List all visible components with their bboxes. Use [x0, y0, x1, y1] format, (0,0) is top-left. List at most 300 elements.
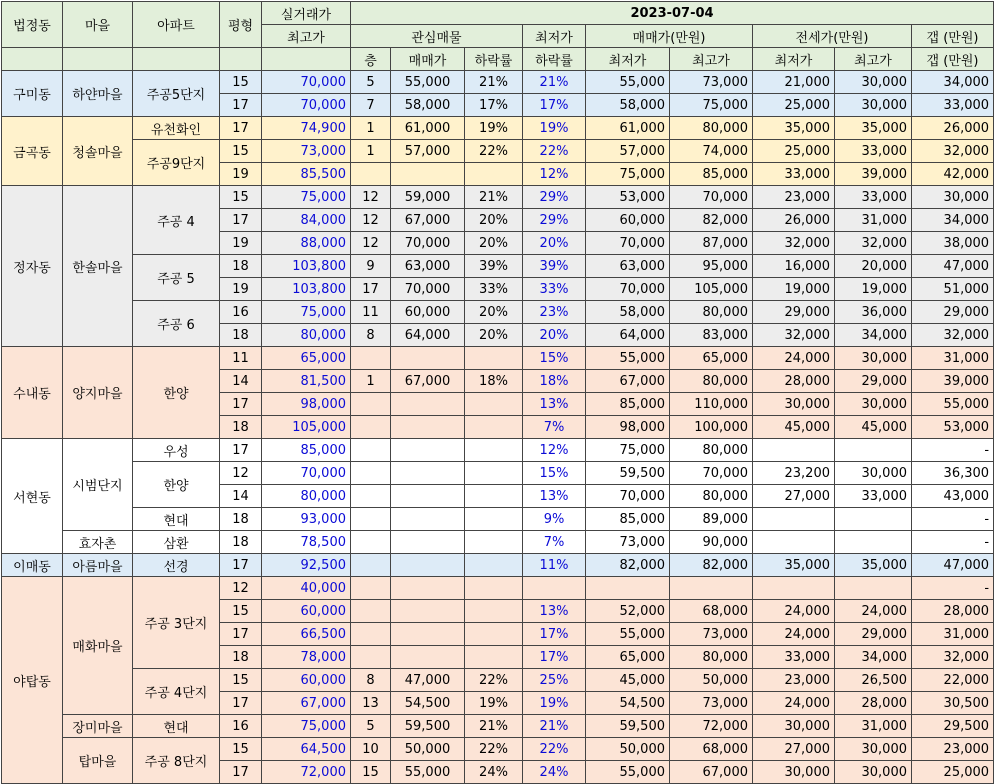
gap-cell: 33,000 — [912, 94, 994, 117]
size-cell: 14 — [220, 485, 262, 508]
drop-rate-cell: 19% — [465, 692, 523, 715]
min-drop-cell: 13% — [523, 600, 586, 623]
gap-cell: 22,000 — [912, 669, 994, 692]
floor-cell — [351, 531, 391, 554]
min-drop-cell: 39% — [523, 255, 586, 278]
real-price-cell: 75,000 — [262, 715, 351, 738]
floor-cell — [351, 163, 391, 186]
dong-cell: 구미동 — [2, 71, 63, 117]
jeonse-max-cell: 30,000 — [835, 393, 912, 416]
size-cell: 12 — [220, 577, 262, 600]
village-cell: 탑마을 — [63, 738, 133, 784]
real-price-cell: 80,000 — [262, 324, 351, 347]
apartment-cell: 주공 6 — [133, 301, 220, 347]
real-price-cell: 60,000 — [262, 669, 351, 692]
jeonse-max-cell: 31,000 — [835, 715, 912, 738]
min-drop-cell: 12% — [523, 163, 586, 186]
jeonse-min-cell: 33,000 — [753, 163, 835, 186]
real-price-cell: 75,000 — [262, 301, 351, 324]
real-price-cell: 78,500 — [262, 531, 351, 554]
header-jeonse-min: 최저가 — [753, 48, 835, 71]
jeonse-max-cell: 20,000 — [835, 255, 912, 278]
floor-cell — [351, 600, 391, 623]
table-row — [2, 71, 994, 94]
sale-min-cell: 55,000 — [586, 623, 670, 646]
gap-cell: 32,000 — [912, 324, 994, 347]
min-drop-cell: 20% — [523, 324, 586, 347]
jeonse-max-cell: 34,000 — [835, 646, 912, 669]
jeonse-min-cell: 24,000 — [753, 692, 835, 715]
drop-rate-cell: 20% — [465, 209, 523, 232]
sale-max-cell: 80,000 — [670, 646, 753, 669]
min-drop-cell: 17% — [523, 94, 586, 117]
drop-rate-cell: 20% — [465, 232, 523, 255]
size-cell: 17 — [220, 439, 262, 462]
jeonse-min-cell: 30,000 — [753, 393, 835, 416]
jeonse-max-cell: 33,000 — [835, 140, 912, 163]
size-cell: 15 — [220, 71, 262, 94]
sale-max-cell: 80,000 — [670, 370, 753, 393]
min-drop-cell: 24% — [523, 761, 586, 784]
gap-cell: 47,000 — [912, 554, 994, 577]
sale-min-cell: 58,000 — [586, 94, 670, 117]
apartment-cell: 주공5단지 — [133, 71, 220, 117]
listing-price-cell: 60,000 — [391, 301, 465, 324]
header-apartment: 아파트 — [133, 2, 220, 48]
size-cell: 18 — [220, 508, 262, 531]
table-row — [2, 508, 994, 531]
listing-price-cell: 55,000 — [391, 761, 465, 784]
drop-rate-cell: 18% — [465, 370, 523, 393]
header-real-price-top: 실거래가 — [262, 2, 351, 25]
real-price-cell: 70,000 — [262, 71, 351, 94]
listing-price-cell: 63,000 — [391, 255, 465, 278]
apartment-cell: 주공 3단지 — [133, 577, 220, 669]
village-cell: 하얀마을 — [63, 71, 133, 117]
sale-min-cell: 63,000 — [586, 255, 670, 278]
sale-max-cell: 95,000 — [670, 255, 753, 278]
real-price-cell: 103,800 — [262, 255, 351, 278]
listing-price-cell — [391, 393, 465, 416]
header-sale-min: 최저가 — [586, 48, 670, 71]
drop-rate-cell — [465, 623, 523, 646]
size-cell: 15 — [220, 186, 262, 209]
real-price-cell: 70,000 — [262, 462, 351, 485]
village-cell: 장미마을 — [63, 715, 133, 738]
header-min-drop-bottom: 하락률 — [523, 48, 586, 71]
sale-max-cell: 73,000 — [670, 623, 753, 646]
sale-max-cell: 65,000 — [670, 347, 753, 370]
jeonse-min-cell: 26,000 — [753, 209, 835, 232]
real-price-cell: 65,000 — [262, 347, 351, 370]
floor-cell: 15 — [351, 761, 391, 784]
floor-cell: 8 — [351, 669, 391, 692]
jeonse-max-cell: 31,000 — [835, 209, 912, 232]
sale-max-cell: 83,000 — [670, 324, 753, 347]
size-cell: 18 — [220, 416, 262, 439]
table-body — [2, 71, 994, 784]
gap-cell: 29,000 — [912, 301, 994, 324]
sale-max-cell: 50,000 — [670, 669, 753, 692]
listing-price-cell: 50,000 — [391, 738, 465, 761]
jeonse-min-cell — [753, 577, 835, 600]
jeonse-min-cell: 25,000 — [753, 140, 835, 163]
table-row — [2, 186, 994, 209]
sale-max-cell — [670, 577, 753, 600]
sale-min-cell: 65,000 — [586, 646, 670, 669]
jeonse-min-cell: 45,000 — [753, 416, 835, 439]
min-drop-cell: 11% — [523, 554, 586, 577]
drop-rate-cell: 33% — [465, 278, 523, 301]
table-row — [2, 577, 994, 600]
min-drop-cell: 17% — [523, 646, 586, 669]
size-cell: 18 — [220, 324, 262, 347]
village-cell: 매화마을 — [63, 577, 133, 715]
jeonse-max-cell: 24,000 — [835, 600, 912, 623]
gap-cell: 31,000 — [912, 623, 994, 646]
listing-price-cell — [391, 347, 465, 370]
jeonse-min-cell: 23,200 — [753, 462, 835, 485]
listing-price-cell — [391, 439, 465, 462]
jeonse-min-cell: 32,000 — [753, 232, 835, 255]
floor-cell — [351, 554, 391, 577]
jeonse-max-cell: 30,000 — [835, 71, 912, 94]
gap-cell: 32,000 — [912, 140, 994, 163]
gap-cell: 23,000 — [912, 738, 994, 761]
floor-cell: 8 — [351, 324, 391, 347]
sale-min-cell: 55,000 — [586, 347, 670, 370]
header-interest-listing: 관심매물 — [351, 25, 523, 48]
header-blank — [63, 48, 133, 71]
sale-min-cell: 61,000 — [586, 117, 670, 140]
apartment-cell: 우성 — [133, 439, 220, 462]
jeonse-max-cell: 33,000 — [835, 485, 912, 508]
sale-max-cell: 110,000 — [670, 393, 753, 416]
min-drop-cell: 7% — [523, 531, 586, 554]
listing-price-cell: 70,000 — [391, 278, 465, 301]
drop-rate-cell — [465, 508, 523, 531]
listing-price-cell: 54,500 — [391, 692, 465, 715]
real-price-cell: 85,500 — [262, 163, 351, 186]
header-blank — [133, 48, 220, 71]
header-floor: 층 — [351, 48, 391, 71]
jeonse-max-cell: 30,000 — [835, 738, 912, 761]
min-drop-cell: 13% — [523, 393, 586, 416]
gap-cell: 31,000 — [912, 347, 994, 370]
table-row — [2, 738, 994, 761]
size-cell: 17 — [220, 692, 262, 715]
header-size: 평형 — [220, 2, 262, 48]
floor-cell: 9 — [351, 255, 391, 278]
real-price-cell: 74,900 — [262, 117, 351, 140]
listing-price-cell: 47,000 — [391, 669, 465, 692]
floor-cell — [351, 577, 391, 600]
listing-price-cell — [391, 531, 465, 554]
gap-cell: - — [912, 577, 994, 600]
floor-cell: 5 — [351, 71, 391, 94]
min-drop-cell: 18% — [523, 370, 586, 393]
sale-max-cell: 68,000 — [670, 600, 753, 623]
jeonse-min-cell: 24,000 — [753, 347, 835, 370]
dong-cell: 정자동 — [2, 186, 63, 347]
sale-min-cell: 70,000 — [586, 485, 670, 508]
jeonse-max-cell: 29,000 — [835, 623, 912, 646]
apartment-cell: 주공 4 — [133, 186, 220, 255]
gap-cell: 38,000 — [912, 232, 994, 255]
header-blank — [220, 48, 262, 71]
real-price-cell: 84,000 — [262, 209, 351, 232]
jeonse-max-cell — [835, 531, 912, 554]
jeonse-min-cell: 23,000 — [753, 669, 835, 692]
sale-min-cell: 85,000 — [586, 508, 670, 531]
listing-price-cell: 70,000 — [391, 232, 465, 255]
sale-max-cell: 74,000 — [670, 140, 753, 163]
jeonse-max-cell: 35,000 — [835, 117, 912, 140]
floor-cell — [351, 623, 391, 646]
listing-price-cell: 58,000 — [391, 94, 465, 117]
village-cell: 아름마을 — [63, 554, 133, 577]
dong-cell: 수내동 — [2, 347, 63, 439]
jeonse-min-cell: 35,000 — [753, 554, 835, 577]
header-jeonse-price: 전세가(만원) — [753, 25, 912, 48]
header-blank — [2, 48, 63, 71]
sale-min-cell: 55,000 — [586, 761, 670, 784]
gap-cell: 30,500 — [912, 692, 994, 715]
sale-max-cell: 72,000 — [670, 715, 753, 738]
sale-max-cell: 80,000 — [670, 117, 753, 140]
size-cell: 16 — [220, 715, 262, 738]
sale-min-cell: 59,500 — [586, 462, 670, 485]
jeonse-max-cell: 28,000 — [835, 692, 912, 715]
gap-cell: 25,000 — [912, 761, 994, 784]
drop-rate-cell: 22% — [465, 140, 523, 163]
sale-max-cell: 80,000 — [670, 439, 753, 462]
header-blank — [262, 48, 351, 71]
table-row — [2, 715, 994, 738]
floor-cell — [351, 485, 391, 508]
min-drop-cell: 29% — [523, 186, 586, 209]
apartment-cell: 주공9단지 — [133, 140, 220, 186]
real-price-cell: 40,000 — [262, 577, 351, 600]
drop-rate-cell — [465, 646, 523, 669]
apartment-cell: 한양 — [133, 347, 220, 439]
listing-price-cell — [391, 508, 465, 531]
jeonse-min-cell: 32,000 — [753, 324, 835, 347]
table-row — [2, 347, 994, 370]
size-cell: 18 — [220, 646, 262, 669]
header-gap-bottom: 갭 (만원) — [912, 48, 994, 71]
size-cell: 15 — [220, 738, 262, 761]
jeonse-max-cell: 19,000 — [835, 278, 912, 301]
sale-max-cell: 87,000 — [670, 232, 753, 255]
size-cell: 17 — [220, 117, 262, 140]
header-sale-price: 매매가(만원) — [586, 25, 753, 48]
gap-cell: 43,000 — [912, 485, 994, 508]
table-row — [2, 462, 994, 485]
table-row — [2, 301, 994, 324]
sale-min-cell: 75,000 — [586, 439, 670, 462]
jeonse-max-cell: 26,500 — [835, 669, 912, 692]
drop-rate-cell — [465, 439, 523, 462]
gap-cell: 36,300 — [912, 462, 994, 485]
floor-cell — [351, 462, 391, 485]
real-price-cell: 98,000 — [262, 393, 351, 416]
jeonse-max-cell: 30,000 — [835, 462, 912, 485]
floor-cell: 11 — [351, 301, 391, 324]
sale-min-cell: 55,000 — [586, 71, 670, 94]
apartment-price-table — [1, 1, 994, 784]
listing-price-cell: 59,000 — [391, 186, 465, 209]
drop-rate-cell: 22% — [465, 669, 523, 692]
village-cell: 시범단지 — [63, 439, 133, 531]
listing-price-cell: 61,000 — [391, 117, 465, 140]
jeonse-max-cell: 32,000 — [835, 232, 912, 255]
sale-min-cell: 85,000 — [586, 393, 670, 416]
gap-cell: 34,000 — [912, 209, 994, 232]
jeonse-max-cell: 30,000 — [835, 347, 912, 370]
real-price-cell: 81,500 — [262, 370, 351, 393]
size-cell: 15 — [220, 669, 262, 692]
header-date: 2023-07-04 — [351, 2, 994, 25]
table-row — [2, 531, 994, 554]
real-price-cell: 67,000 — [262, 692, 351, 715]
jeonse-min-cell: 24,000 — [753, 600, 835, 623]
jeonse-min-cell — [753, 439, 835, 462]
gap-cell: 53,000 — [912, 416, 994, 439]
jeonse-max-cell: 33,000 — [835, 186, 912, 209]
jeonse-min-cell: 23,000 — [753, 186, 835, 209]
min-drop-cell: 25% — [523, 669, 586, 692]
sale-min-cell: 60,000 — [586, 209, 670, 232]
apartment-cell: 현대 — [133, 715, 220, 738]
header-jeonse-max: 최고가 — [835, 48, 912, 71]
jeonse-max-cell: 45,000 — [835, 416, 912, 439]
table-row — [2, 117, 994, 140]
min-drop-cell: 15% — [523, 347, 586, 370]
size-cell: 19 — [220, 278, 262, 301]
apartment-cell: 주공 4단지 — [133, 669, 220, 715]
header-sale-max: 최고가 — [670, 48, 753, 71]
table-row — [2, 140, 994, 163]
listing-price-cell: 67,000 — [391, 370, 465, 393]
table-row — [2, 439, 994, 462]
listing-price-cell: 67,000 — [391, 209, 465, 232]
jeonse-max-cell — [835, 577, 912, 600]
real-price-cell: 85,000 — [262, 439, 351, 462]
dong-cell: 금곡동 — [2, 117, 63, 186]
floor-cell — [351, 347, 391, 370]
floor-cell — [351, 508, 391, 531]
min-drop-cell: 19% — [523, 117, 586, 140]
sale-max-cell: 89,000 — [670, 508, 753, 531]
gap-cell: - — [912, 439, 994, 462]
min-drop-cell: 21% — [523, 715, 586, 738]
sale-max-cell: 82,000 — [670, 209, 753, 232]
apartment-cell: 한양 — [133, 462, 220, 508]
gap-cell: - — [912, 508, 994, 531]
drop-rate-cell: 17% — [465, 94, 523, 117]
jeonse-min-cell: 27,000 — [753, 738, 835, 761]
drop-rate-cell: 21% — [465, 715, 523, 738]
real-price-cell: 78,000 — [262, 646, 351, 669]
jeonse-max-cell: 29,000 — [835, 370, 912, 393]
drop-rate-cell: 21% — [465, 186, 523, 209]
jeonse-min-cell: 21,000 — [753, 71, 835, 94]
size-cell: 18 — [220, 255, 262, 278]
village-cell: 효자촌 — [63, 531, 133, 554]
drop-rate-cell: 22% — [465, 738, 523, 761]
floor-cell — [351, 416, 391, 439]
listing-price-cell: 57,000 — [391, 140, 465, 163]
min-drop-cell: 15% — [523, 462, 586, 485]
min-drop-cell: 22% — [523, 738, 586, 761]
listing-price-cell: 59,500 — [391, 715, 465, 738]
gap-cell: 55,000 — [912, 393, 994, 416]
min-drop-cell: 33% — [523, 278, 586, 301]
sale-min-cell: 82,000 — [586, 554, 670, 577]
min-drop-cell: 21% — [523, 71, 586, 94]
real-price-cell: 92,500 — [262, 554, 351, 577]
sale-min-cell: 75,000 — [586, 163, 670, 186]
size-cell: 14 — [220, 370, 262, 393]
sale-min-cell: 73,000 — [586, 531, 670, 554]
real-price-cell: 60,000 — [262, 600, 351, 623]
listing-price-cell — [391, 163, 465, 186]
sale-max-cell: 90,000 — [670, 531, 753, 554]
village-cell: 양지마을 — [63, 347, 133, 439]
floor-cell — [351, 439, 391, 462]
listing-price-cell — [391, 416, 465, 439]
apartment-cell: 주공 8단지 — [133, 738, 220, 784]
jeonse-max-cell: 36,000 — [835, 301, 912, 324]
jeonse-max-cell: 39,000 — [835, 163, 912, 186]
floor-cell: 7 — [351, 94, 391, 117]
sale-max-cell: 100,000 — [670, 416, 753, 439]
table-row — [2, 669, 994, 692]
sale-min-cell: 45,000 — [586, 669, 670, 692]
header-dong: 법정동 — [2, 2, 63, 48]
sale-min-cell: 52,000 — [586, 600, 670, 623]
gap-cell: 39,000 — [912, 370, 994, 393]
sale-max-cell: 73,000 — [670, 71, 753, 94]
gap-cell: 29,500 — [912, 715, 994, 738]
dong-cell: 야탑동 — [2, 577, 63, 784]
listing-price-cell — [391, 646, 465, 669]
gap-cell: 42,000 — [912, 163, 994, 186]
min-drop-cell: 29% — [523, 209, 586, 232]
sale-max-cell: 73,000 — [670, 692, 753, 715]
sale-max-cell: 70,000 — [670, 186, 753, 209]
drop-rate-cell — [465, 531, 523, 554]
apartment-cell: 삼환 — [133, 531, 220, 554]
dong-cell: 서현동 — [2, 439, 63, 554]
size-cell: 17 — [220, 623, 262, 646]
floor-cell: 12 — [351, 186, 391, 209]
size-cell: 19 — [220, 232, 262, 255]
floor-cell: 1 — [351, 370, 391, 393]
size-cell: 18 — [220, 531, 262, 554]
sale-min-cell: 67,000 — [586, 370, 670, 393]
real-price-cell: 73,000 — [262, 140, 351, 163]
jeonse-max-cell — [835, 508, 912, 531]
jeonse-min-cell: 28,000 — [753, 370, 835, 393]
floor-cell: 5 — [351, 715, 391, 738]
size-cell: 17 — [220, 761, 262, 784]
real-price-cell: 75,000 — [262, 186, 351, 209]
drop-rate-cell — [465, 416, 523, 439]
sale-min-cell: 58,000 — [586, 301, 670, 324]
real-price-cell: 103,800 — [262, 278, 351, 301]
